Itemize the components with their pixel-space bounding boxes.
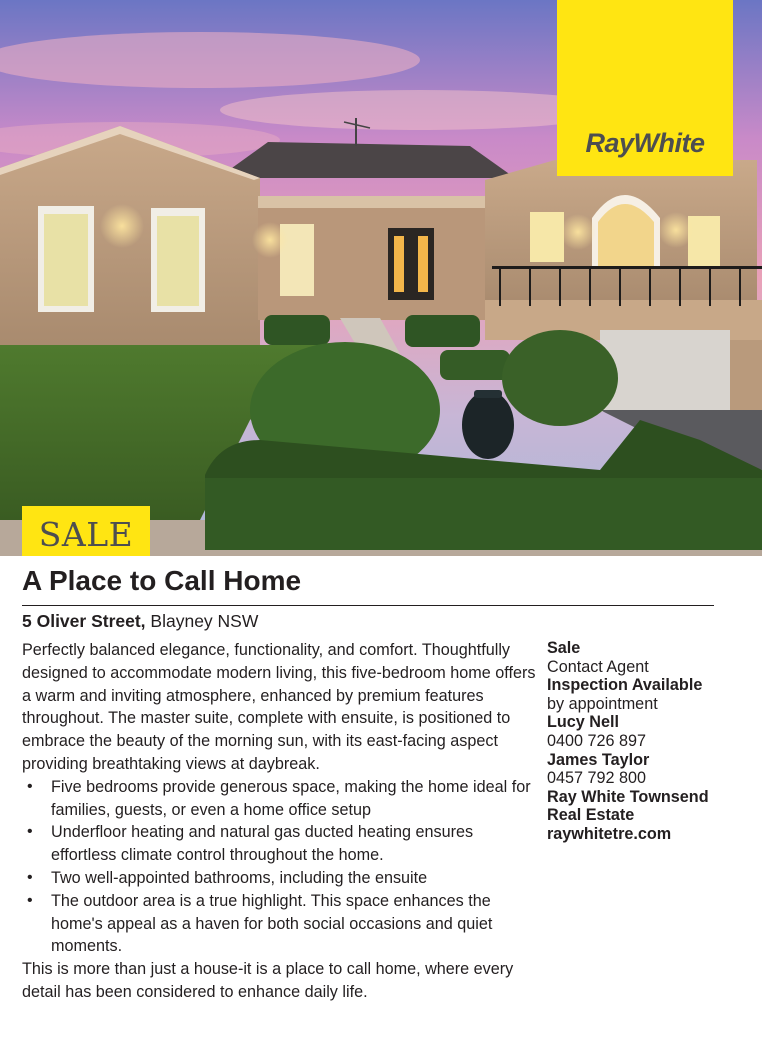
listing-description [22,639,542,1004]
listing-address [22,611,258,632]
intro-paragraph: Perfectly balanced elegance, functionality, and comfort. Thoughtfully designed to accommodate modern living, this five-bedroom home offers a warm and inviting atmosphere, enhanced by premium features throughout. The master suite, complete with ensuite, is positioned to embrace the beauty of the morning sun, with its east-facing aspect providing breathtaking views at daybreak. [22,641,536,773]
address-suburb: Blayney NSW [150,611,259,631]
agent-name: Lucy Nell [547,713,619,732]
feature-item: • Underfloor heating and natural gas ducted heating ensures effortless climate control throughout the home. [22,821,542,867]
closing-paragraph: This is more than just a house-it is a place to call home, where every detail has been considered to enhance daily life. [22,960,514,1001]
feature-item: • Five bedrooms provide generous space, making the home ideal for families, guests, or even a home office setup [22,776,542,822]
agency-name-line2: Real Estate [547,806,635,825]
feature-list [22,776,542,958]
sale-label: Sale [547,639,581,657]
contact-sidebar [547,639,747,844]
feature-item: • Two well-appointed bathrooms, including the ensuite [22,867,542,890]
sale-badge-label: SALE [38,515,134,554]
agent-phone[interactable]: 0400 726 897 [547,731,647,750]
address-street: 5 Oliver Street, [22,611,146,631]
inspection-label: Inspection Available [547,676,703,695]
inspection-value: by appointment [547,694,658,713]
agent-name: James Taylor [547,750,650,769]
brand-logo-text: RayWhite [585,128,705,158]
sale-badge [22,506,150,556]
agent-phone[interactable]: 0457 792 800 [547,769,647,788]
agency-name: Ray White Townsend [547,787,709,806]
agency-website-link[interactable]: raywhitetre.com [547,824,672,843]
headline-block [22,565,714,606]
listing-title: A Place to Call Home [22,565,302,596]
sale-value: Contact Agent [547,657,649,676]
brand-logo [557,0,733,176]
feature-item: • The outdoor area is a true highlight. This space enhances the home's appeal as a haven for both social occasions and quiet moments. [22,890,542,958]
